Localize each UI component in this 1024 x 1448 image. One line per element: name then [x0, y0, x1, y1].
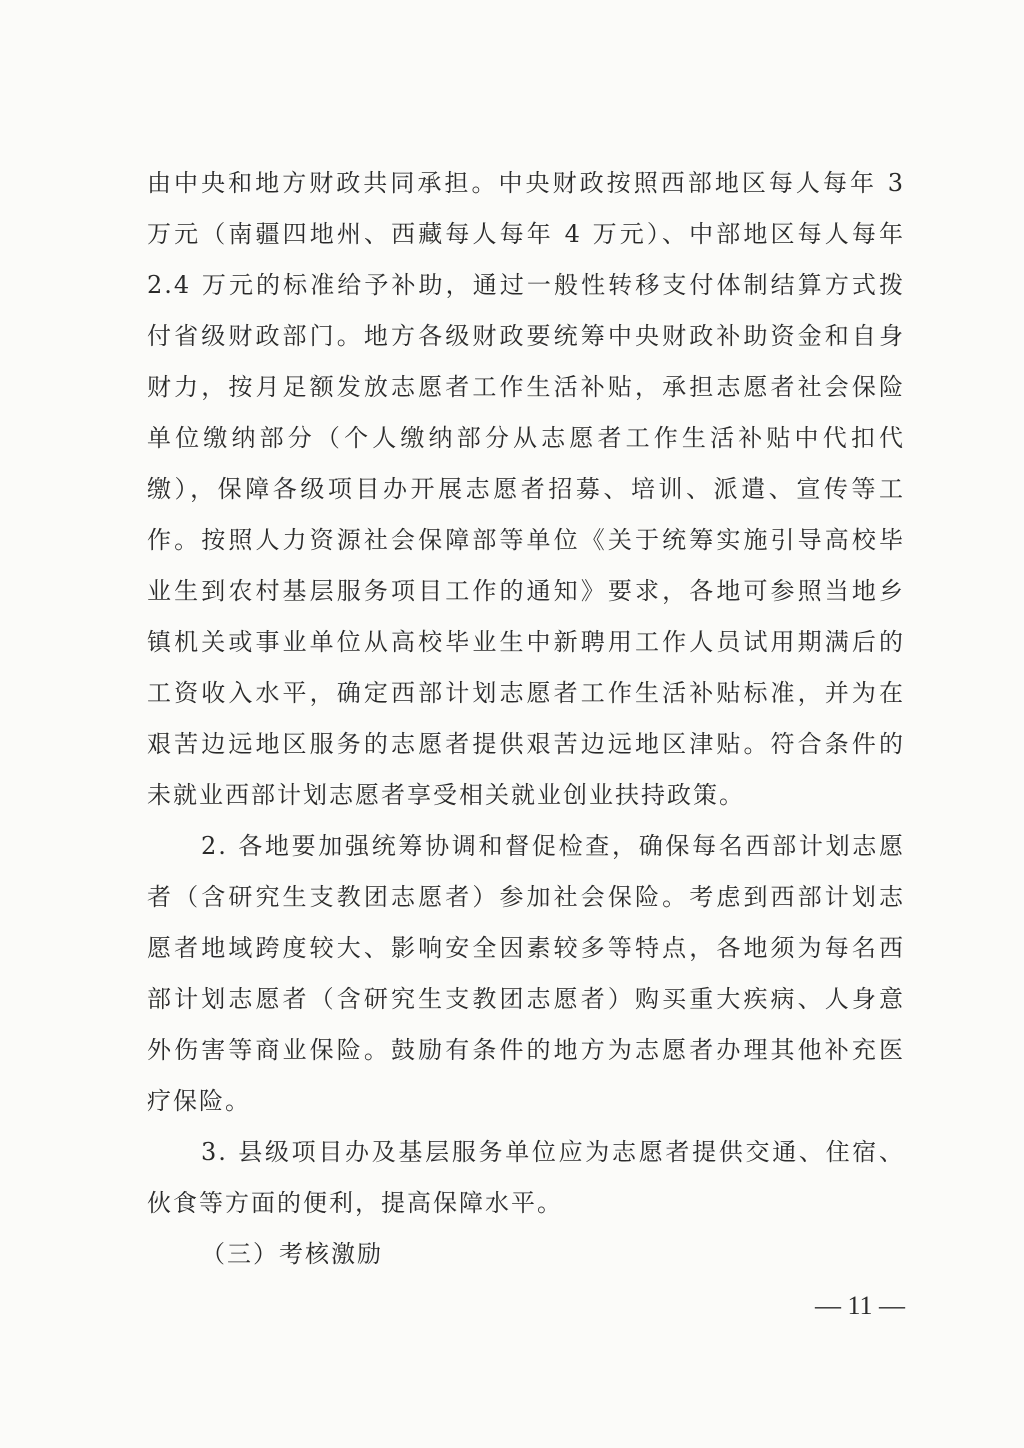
text-line: 作。按照人力资源社会保障部等单位《关于统筹实施引导高校毕 — [147, 526, 905, 554]
paragraph-item-3 — [147, 1127, 905, 1229]
continued-paragraph — [147, 158, 905, 821]
page-number: — 11 — — [814, 1291, 905, 1320]
text-line: 部计划志愿者（含研究生支教团志愿者）购买重大疾病、人身意 — [147, 985, 905, 1013]
paragraph-item-2 — [147, 821, 905, 1127]
text-line: 单位缴纳部分（个人缴纳部分从志愿者工作生活补贴中代扣代 — [147, 424, 905, 452]
section-heading: （三）考核激励 — [201, 1240, 383, 1268]
text-line: 万元（南疆四地州、西藏每人每年 4 万元）、中部地区每人每年 — [147, 220, 905, 248]
text-line: 者（含研究生支教团志愿者）参加社会保险。考虑到西部计划志 — [147, 883, 905, 911]
text-line: 财力，按月足额发放志愿者工作生活补贴，承担志愿者社会保险 — [147, 373, 905, 401]
text-line: 3. 县级项目办及基层服务单位应为志愿者提供交通、住宿、 — [201, 1138, 905, 1166]
text-line: 缴），保障各级项目办开展志愿者招募、培训、派遣、宣传等工 — [147, 475, 905, 503]
text-line: 愿者地域跨度较大、影响安全因素较多等特点，各地须为每名西 — [147, 934, 905, 962]
text-line: 由中央和地方财政共同承担。中央财政按照西部地区每人每年 3 — [147, 169, 905, 197]
text-line: 业生到农村基层服务项目工作的通知》要求，各地可参照当地乡 — [147, 577, 905, 605]
text-line: 工资收入水平，确定西部计划志愿者工作生活补贴标准，并为在 — [147, 679, 905, 707]
text-line: 外伤害等商业保险。鼓励有条件的地方为志愿者办理其他补充医 — [147, 1036, 905, 1064]
text-line: 未就业西部计划志愿者享受相关就业创业扶持政策。 — [147, 781, 745, 809]
text-line: 伙食等方面的便利，提高保障水平。 — [147, 1189, 563, 1217]
document-body — [147, 158, 905, 1280]
text-line: 付省级财政部门。地方各级财政要统筹中央财政补助资金和自身 — [147, 322, 905, 350]
text-line: 2. 各地要加强统筹协调和督促检查，确保每名西部计划志愿 — [201, 832, 905, 860]
text-line: 2.4 万元的标准给予补助，通过一般性转移支付体制结算方式拨 — [147, 271, 905, 299]
text-line: 艰苦边远地区服务的志愿者提供艰苦边远地区津贴。符合条件的 — [147, 730, 905, 758]
text-line: 疗保险。 — [147, 1087, 251, 1115]
text-line: 镇机关或事业单位从高校毕业生中新聘用工作人员试用期满后的 — [147, 628, 905, 656]
